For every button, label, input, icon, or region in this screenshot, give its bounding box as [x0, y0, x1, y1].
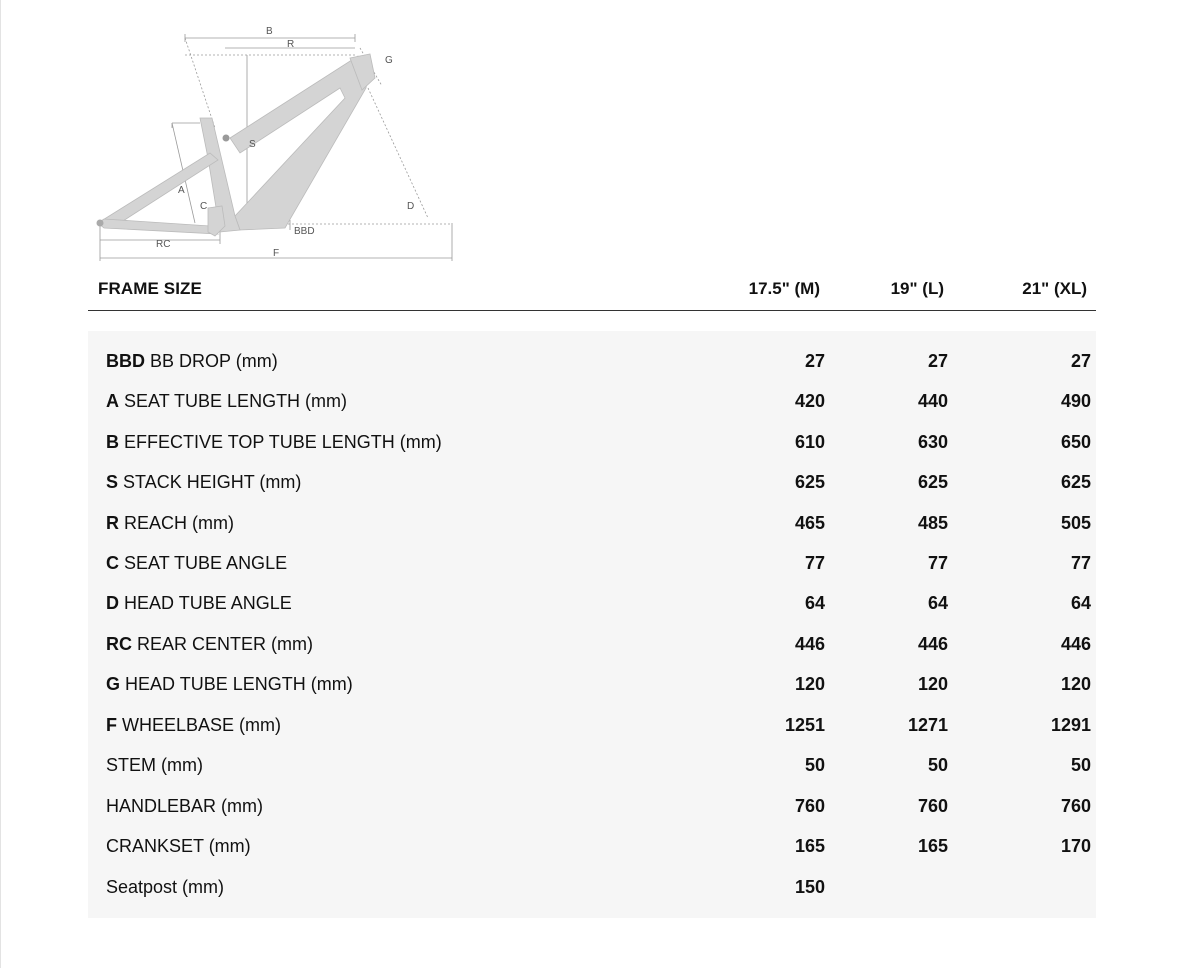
row-label [106, 755, 203, 776]
row-value: 505 [1060, 513, 1091, 533]
row-name: STACK HEIGHT (mm) [123, 472, 302, 492]
row-name: WHEELBASE (mm) [122, 715, 282, 735]
shock-mount [223, 135, 230, 142]
row-name: HEAD TUBE ANGLE [124, 593, 292, 613]
row-value: 77 [1070, 553, 1091, 573]
row-name: REACH (mm) [124, 513, 235, 533]
table-row [88, 664, 1096, 704]
dim-label-f: F [273, 248, 280, 259]
row-code: B [106, 432, 119, 452]
row-value: 50 [1070, 755, 1091, 775]
row-value: 446 [794, 634, 825, 654]
row-value: 760 [794, 796, 825, 816]
row-name: HEAD TUBE LENGTH (mm) [125, 674, 353, 694]
row-code: A [106, 391, 119, 411]
dim-label-r: R [287, 39, 295, 50]
geometry-table-body [88, 331, 1096, 918]
row-code: G [106, 674, 121, 694]
size-column-header: 17.5" (M) [748, 279, 820, 298]
dim-label-b: B [266, 26, 273, 37]
row-value: 165 [794, 836, 825, 856]
row-value: 77 [804, 553, 825, 573]
table-row [88, 826, 1096, 866]
row-value: 27 [804, 351, 825, 371]
row-value: 420 [794, 391, 825, 411]
row-code: F [106, 715, 117, 735]
table-row [88, 503, 1096, 543]
row-code: S [106, 472, 119, 492]
row-value: 630 [917, 432, 948, 452]
row-value: 446 [1060, 634, 1091, 654]
row-value: 1251 [784, 715, 825, 735]
row-name: SEAT TUBE LENGTH (mm) [124, 391, 348, 411]
row-value: 120 [917, 674, 948, 694]
size-column-header: 21" (XL) [1022, 279, 1087, 298]
row-code: BBD [106, 351, 145, 371]
table-row [88, 624, 1096, 664]
row-value: 490 [1060, 391, 1091, 411]
row-value: 1271 [907, 715, 948, 735]
row-value: 625 [1060, 472, 1091, 492]
row-value: 625 [917, 472, 948, 492]
row-value: 27 [927, 351, 948, 371]
row-value: 1291 [1050, 715, 1091, 735]
frame-shape [98, 54, 375, 236]
chain-stay [98, 219, 218, 234]
row-label [106, 472, 301, 493]
row-name: Seatpost (mm) [106, 877, 225, 897]
table-row [88, 705, 1096, 745]
row-value: 77 [927, 553, 948, 573]
row-value: 27 [1070, 351, 1091, 371]
row-value: 170 [1060, 836, 1091, 856]
table-row [88, 745, 1096, 785]
table-row [88, 341, 1096, 381]
row-name: EFFECTIVE TOP TUBE LENGTH (mm) [124, 432, 442, 452]
row-code: R [106, 513, 119, 533]
row-label [106, 351, 278, 372]
row-value: 610 [794, 432, 825, 452]
row-label [106, 513, 234, 534]
row-value: 150 [794, 877, 825, 897]
table-row [88, 381, 1096, 421]
row-name: BB DROP (mm) [150, 351, 278, 371]
row-value: 760 [1060, 796, 1091, 816]
row-label [106, 553, 287, 574]
page-left-border [0, 0, 1, 968]
dim-label-g: G [385, 55, 393, 66]
row-label [106, 593, 292, 614]
row-label [106, 877, 224, 898]
dim-guide [185, 38, 215, 128]
size-column-header: 19" (L) [890, 279, 944, 298]
row-code: C [106, 553, 119, 573]
dim-label-bbd: BBD [294, 226, 315, 237]
rear-axle [97, 220, 104, 227]
row-value: 760 [917, 796, 948, 816]
row-label [106, 391, 347, 412]
row-value: 440 [917, 391, 948, 411]
table-row [88, 422, 1096, 462]
table-row [88, 867, 1096, 907]
row-value: 120 [794, 674, 825, 694]
frame-size-heading: FRAME SIZE [98, 279, 202, 298]
row-value: 50 [927, 755, 948, 775]
row-label [106, 432, 442, 453]
frame-geometry-diagram [90, 18, 460, 263]
row-code: RC [106, 634, 132, 654]
table-row [88, 786, 1096, 826]
table-row [88, 543, 1096, 583]
row-value: 465 [794, 513, 825, 533]
dim-label-a: A [178, 185, 185, 196]
table-row [88, 583, 1096, 623]
row-value: 120 [1060, 674, 1091, 694]
row-name: STEM (mm) [106, 755, 203, 775]
row-label [106, 796, 263, 817]
frame-geometry-svg [90, 18, 460, 263]
row-name: REAR CENTER (mm) [137, 634, 314, 654]
row-value: 625 [794, 472, 825, 492]
row-value: 50 [804, 755, 825, 775]
row-value: 650 [1060, 432, 1091, 452]
row-value: 485 [917, 513, 948, 533]
row-label [106, 836, 251, 857]
row-name: CRANKSET (mm) [106, 836, 251, 856]
row-label [106, 715, 281, 736]
seat-stay [98, 153, 218, 228]
dim-label-s: S [249, 139, 256, 150]
geometry-table-header [88, 270, 1096, 311]
row-name: SEAT TUBE ANGLE [124, 553, 288, 573]
row-code: D [106, 593, 119, 613]
dim-label-d: D [407, 201, 415, 212]
row-label [106, 634, 313, 655]
row-value: 64 [927, 593, 948, 613]
table-row [88, 462, 1096, 502]
dim-line-d [368, 88, 428, 218]
row-name: HANDLEBAR (mm) [106, 796, 264, 816]
row-value: 64 [1070, 593, 1091, 613]
row-value: 446 [917, 634, 948, 654]
row-value: 64 [804, 593, 825, 613]
dim-label-rc: RC [156, 239, 171, 250]
row-value: 165 [917, 836, 948, 856]
row-label [106, 674, 353, 695]
dim-label-c: C [200, 201, 208, 212]
